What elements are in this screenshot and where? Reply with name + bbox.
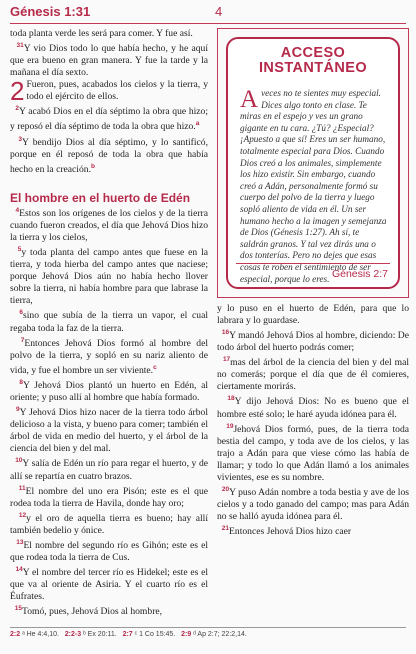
verse-14 bbox=[10, 564, 208, 603]
instant-access-callout bbox=[217, 28, 409, 298]
header-rule bbox=[10, 23, 406, 24]
verse-number: 31 bbox=[16, 42, 24, 49]
verse-text: El nombre del uno era Pisón; este es el que rodea toda la tierra de Havila, donde hay oro; bbox=[10, 485, 209, 509]
verse-4 bbox=[10, 205, 208, 244]
verse-number: 14 bbox=[15, 566, 23, 574]
verse-9 bbox=[10, 404, 208, 455]
verse-8 bbox=[10, 377, 208, 404]
callout-body bbox=[240, 88, 388, 285]
verse-12 bbox=[10, 510, 208, 537]
footnote-text: ᵈ Ap 2:7; 22:2,14. bbox=[193, 631, 247, 638]
callout-card bbox=[226, 37, 400, 289]
footnote-ref: 2:9 bbox=[181, 631, 192, 638]
callout-title-line-2: INSTANTÁNEO bbox=[258, 60, 368, 76]
verse-5 bbox=[10, 244, 208, 307]
verse-18 bbox=[217, 393, 409, 420]
verse-text: Y bendijo Dios al día séptimo, y lo santificó, porque en él reposó de toda la obra que había hecho en la creación. bbox=[10, 136, 208, 175]
callout-reference: Génesis 2:7 bbox=[331, 268, 388, 280]
footnote-ref: 2:2-3 bbox=[64, 631, 82, 638]
verse-text: toda planta verde les será para comer. Y fue así. bbox=[10, 28, 193, 39]
verse-19 bbox=[217, 421, 409, 484]
verse-10 bbox=[10, 455, 208, 482]
verse-13 bbox=[10, 537, 208, 564]
verse-text: Y el nombre del tercer río es Hidekel; este es el que va al oriente de Asiria. Y el cuarto río es el Éufrates. bbox=[10, 567, 208, 603]
verse-number: 4 bbox=[15, 207, 20, 214]
verse-31 bbox=[10, 40, 208, 79]
verse-number: 10 bbox=[15, 457, 23, 465]
verse-text: sino que subía de la tierra un vapor, el cual regaba toda la faz de la tierra. bbox=[10, 310, 208, 334]
footnote-rule bbox=[10, 627, 406, 628]
verse-number: 19 bbox=[226, 422, 234, 430]
verse-number: 8 bbox=[19, 378, 23, 386]
verse-text: Y dijo Jehová Dios: No es bueno que el hombre esté solo; le haré ayuda idónea para él. bbox=[217, 396, 410, 420]
page-header bbox=[10, 4, 406, 22]
verse-20 bbox=[217, 484, 409, 523]
verse-text: Jehová Dios formó, pues, de la tierra toda bestia del campo, y toda ave de los cielos, y las trajo a Adán para que viese cómo las había de llamar; y todo lo que Adán llamó a los animales vivientes, ese es su nombre. bbox=[217, 423, 410, 483]
left-column-bottom bbox=[10, 192, 208, 618]
verse-text: Entonces Jehová Dios hizo caer bbox=[229, 526, 352, 538]
footnote-text: ᵃ He 4:4,10. bbox=[22, 631, 59, 638]
verse-16 bbox=[217, 327, 409, 354]
verse-text: Y mandó Jehová Dios al hombre, diciendo: De todo árbol del huerto podrás comer; bbox=[217, 330, 409, 354]
verse-text: Y Jehová Dios plantó un huerto en Edén, al oriente; y puso allí al hombre que había formado. bbox=[10, 380, 208, 404]
verse-text: y toda planta del campo antes que fuese en la tierra, y toda hierba del campo antes que naciese; porque Jehová Dios aún no había hecho llover sobre la tierra, ni había hombre para que labrase la tierra, bbox=[10, 247, 208, 307]
verse-number: 12 bbox=[18, 511, 27, 519]
section-heading: El hombre en el huerto de Edén bbox=[10, 191, 191, 205]
verse-number: 18 bbox=[227, 395, 235, 403]
callout-divider bbox=[236, 263, 390, 264]
footnote-ref: 2:7 bbox=[122, 631, 133, 638]
page-number: 4 bbox=[215, 4, 223, 19]
verse-text: Y vio Dios todo lo que había hecho, y he aquí que era bueno en gran manera. Y fue la tarde y la mañana el día sexto. bbox=[10, 43, 208, 79]
verse-text: Estos son los orígenes de los cielos y de la tierra cuando fueron creados, el día que Jehová Dios hizo la tierra y los cielos, bbox=[10, 208, 208, 244]
verse-number: 11 bbox=[18, 484, 26, 492]
footnote-text: ᵇ Ex 20:11. bbox=[83, 631, 117, 638]
drop-cap: A bbox=[240, 86, 259, 113]
verse-text: Y Jehová Dios hizo nacer de la tierra todo árbol delicioso a la vista, y bueno para comer; también el árbol de vida en medio del huerto, y el árbol de la ciencia del bien y del mal. bbox=[10, 407, 208, 455]
verse-number: 7 bbox=[20, 336, 25, 344]
verse-text: Y acabó Dios en el día séptimo la obra que hizo; y reposó el día séptimo de toda la obra que hizo. bbox=[10, 106, 208, 133]
left-column-top bbox=[10, 28, 208, 176]
verse-15 bbox=[10, 603, 208, 618]
verse-text: Fueron, pues, acabados los cielos y la tierra, y todo el ejército de ellos. bbox=[26, 79, 208, 103]
verse-number: 13 bbox=[16, 538, 24, 546]
verse-text: Tomó, pues, Jehová Dios al hombre, bbox=[22, 606, 163, 618]
verse-17 bbox=[217, 354, 409, 393]
verse-number: 3 bbox=[18, 135, 22, 143]
verse-number: 6 bbox=[19, 309, 24, 317]
verse-text: mas del árbol de la ciencia del bien y del mal no comerás; porque el día que de él comieres, ciertamente morirás. bbox=[217, 357, 410, 393]
verse-number: 17 bbox=[222, 356, 231, 364]
verse-11 bbox=[10, 483, 208, 510]
verse-number: 2 bbox=[15, 105, 19, 113]
chapter-2-start bbox=[10, 76, 208, 107]
footnotes bbox=[10, 631, 247, 638]
footnote-text: ᶜ 1 Co 15:45. bbox=[134, 631, 176, 638]
verse-number: 9 bbox=[15, 406, 20, 414]
chapter-number: 2 bbox=[10, 76, 25, 107]
callout-title bbox=[228, 46, 398, 76]
verse-21 bbox=[217, 523, 409, 538]
book-reference: Génesis 1:31 bbox=[10, 4, 91, 19]
footnote-ref: 2:2 bbox=[10, 631, 21, 638]
verse-number: 16 bbox=[221, 329, 230, 336]
verse-number: 15 bbox=[14, 605, 23, 613]
verse-number: 20 bbox=[221, 485, 230, 493]
verse-text: El nombre del segundo río es Gihón; este es el que rodea toda la tierra de Cus. bbox=[10, 540, 208, 564]
verse-2: $^2$Y acabó Dios en el día séptimo la obra que hizo; y reposó el día séptimo de toda la obra que hizo.$^a$ bbox=[10, 105, 208, 133]
verse-6 bbox=[10, 307, 208, 334]
callout-text: veces no te sientes muy especial. Dices algo tonto en clase. Te miras en el espejo y ves un grano gigante en tu cara. ¿Tú? ¿Especial? ¡Apuesto a que sí! Eres un ser humano, totalmente especial para Dios. Cuando Dios creó a los animales, simplemente los hizo existir. Sin embargo, cuando creó a Adán, personalmente formó su cuerpo del polvo de la tierra y luego sopló aliento de vida en él. Un ser humano hecho a la imagen y semejanza de Dios (Génesis 1:27). Ah sí, te saldrán granos. Y tal vez dirás una o dos tonterías. Pero no dejes que esas cosas te roben el sentimiento de ser especial, porque lo eres. bbox=[240, 88, 387, 284]
verse-15-cont: y lo puso en el huerto de Edén, para que lo labrara y lo guardase. bbox=[217, 303, 409, 326]
verse-7: $^7$Entonces Jehová Dios formó al hombre del polvo de la tierra, y sopló en su nariz aliento de vida, y fue el hombre un ser viviente.$^c$ bbox=[10, 336, 209, 376]
verse-text: Entonces Jehová Dios formó al hombre del polvo de la tierra, y sopló en su nariz aliento de vida, y fue el hombre un ser viviente. bbox=[10, 337, 209, 376]
callout-title-line-1: ACCESO bbox=[280, 45, 346, 61]
right-column-bottom bbox=[217, 303, 409, 538]
verse-text: Y salía de Edén un río para regar el huerto, y de allí se repartía en cuatro brazos. bbox=[10, 458, 208, 482]
verse-text: Y puso Adán nombre a toda bestia y ave de los cielos y a todo ganado del campo; mas para Adán no se halló ayuda idónea para él. bbox=[217, 486, 409, 522]
verse-text: y el oro de aquella tierra es bueno; hay allí también bedelio y ónice. bbox=[10, 512, 209, 536]
verse-3: $^3$Y bendijo Dios al día séptimo, y lo santificó, porque en él reposó de toda la obra que había hecho en la creación.$^b$ bbox=[10, 135, 208, 175]
verse-number: 21 bbox=[221, 524, 230, 532]
verse-number: 5 bbox=[17, 246, 22, 254]
